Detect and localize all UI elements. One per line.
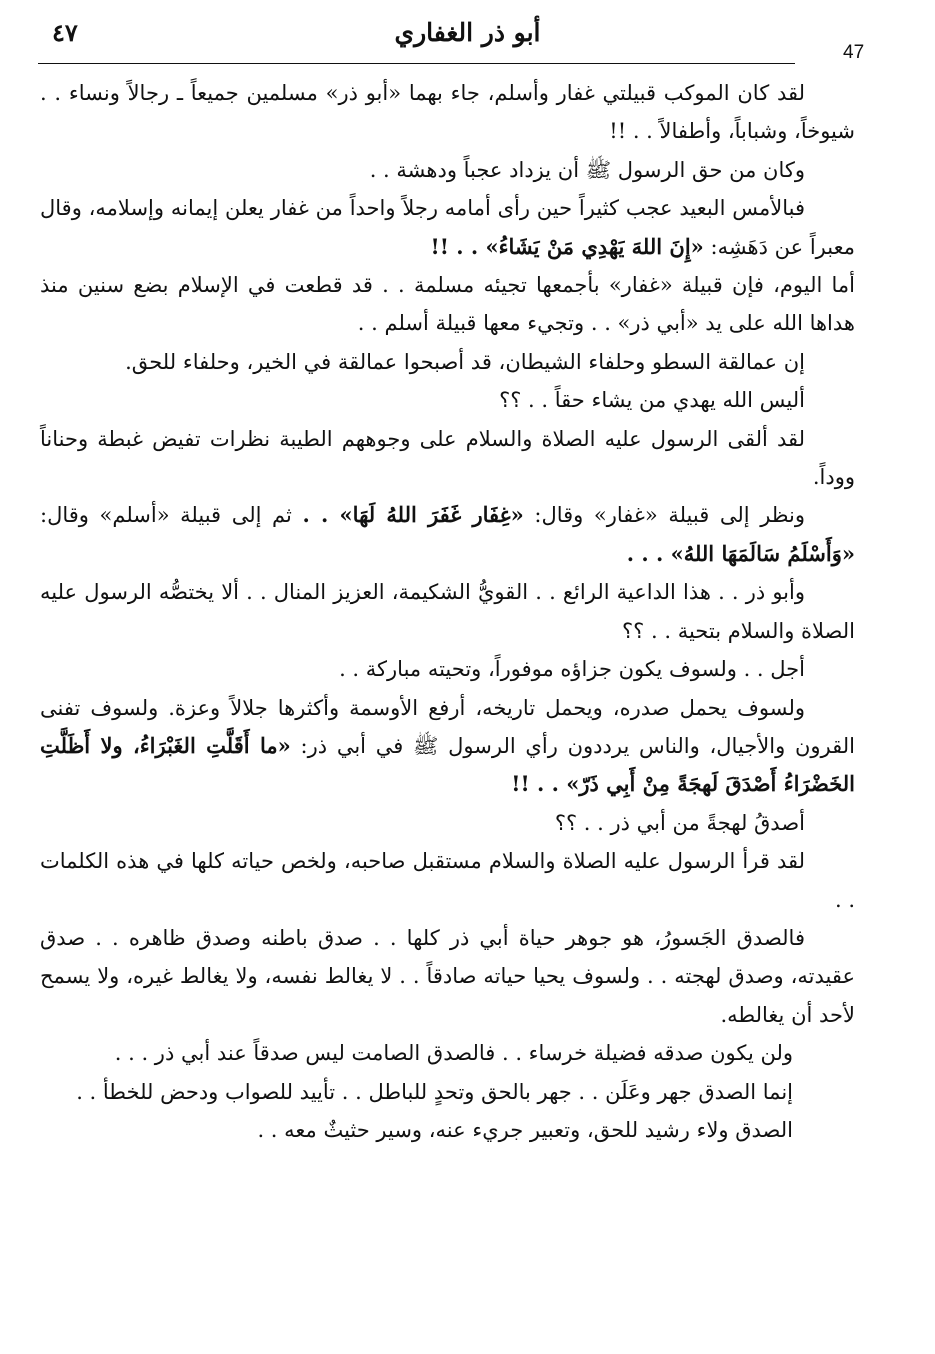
paragraph: الصدق ولاء رشيد للحق، وتعبير جريء عنه، وسير حثيثٌ معه . .	[257, 1117, 793, 1142]
paragraph: لقد ألقى الرسول عليه الصلاة والسلام على وجوههم الطيبة نظرات تفيض غبطة وحناناً ووداً.	[40, 426, 855, 490]
page-number-arabic: ٤٧	[52, 18, 78, 47]
paragraph: أما اليوم، فإن قبيلة «غفار» بأجمعها تجيئه مسلمة . . قد قطعت في الإسلام بضع سنين منذ هداها الله على يد «أبي ذر» . . وتجيء معها قبيلة أسلم . .	[40, 273, 855, 336]
paragraph: وأبو ذر . . هذا الداعية الرائع . . القويُّ الشكيمة، العزيز المنال . . ألا يختصُّه الرسول عليه الصلاة والسلام بتحية . . ؟؟	[40, 580, 855, 643]
body-text	[40, 74, 855, 1149]
header-rule	[38, 63, 795, 64]
paragraph: فالصدق الجَسورُ، هو جوهر حياة أبي ذر كلها . . صدق باطنه وصدق ظاهره . . صدق عقيدته، وصدق لهجته . . ولسوف يحيا حياته صادقاً . . لا يغالط نفسه، ولا يغالط غيره، ولا يسمح لأحد أن يغالطه.	[40, 925, 855, 1027]
running-title: أبو ذر الغفاري	[394, 18, 541, 47]
paragraph: أصدقُ لهجةً من أبي ذر . . ؟؟	[554, 810, 805, 835]
paragraph: وكان من حق الرسول ﷺ أن يزداد عجباً ودهشة . .	[369, 157, 805, 182]
paragraph: لقد كان الموكب قبيلتي غفار وأسلم، جاء بهما «أبو ذر» مسلمين جميعاً ـ رجالاً ونساء . . شيوخاً، وشباباً، وأطفالاً . . !!	[40, 81, 855, 144]
paragraph: ونظر إلى قبيلة «غفار» وقال: «غِفَار غَفَرَ اللهُ لَهَا» . . ثم إلى قبيلة «أسلم» وقال: «وَأَسْلَمُ سَالَمَهَا اللهُ» . . .	[40, 502, 855, 566]
paragraph: ولسوف يحمل صدره، ويحمل تاريخه، أرفع الأوسمة وأكثرها جلالاً وعزة. ولسوف تفنى القرون والأجيال، والناس يرددون رأي الرسول ﷺ في أبي ذر: «ما أَقَلَّتِ الغَبْرَاءُ، ولا أَظَلَّتِ الخَضْرَاءُ أَصْدَقَ لَهجَةً مِنْ أَبِي ذَرّ» . . !!	[40, 695, 855, 797]
paragraph: لقد قرأ الرسول عليه الصلاة والسلام مستقبل صاحبه، ولخص حياته كلها في هذه الكلمات . .	[40, 849, 855, 912]
paragraph: إن عمالقة السطو وحلفاء الشيطان، قد أصبحوا عمالقة في الخير، وحلفاء للحق.	[125, 349, 805, 374]
paragraph: ولن يكون صدقه فضيلة خرساء . . فالصدق الصامت ليس صدقاً عند أبي ذر . . .	[114, 1041, 793, 1066]
page-number-latin: 47	[843, 42, 865, 63]
paragraph: إنما الصدق جهر وعَلَن . . جهر بالحق وتحدٍ للباطل . . تأييد للصواب ودحض للخطأ . .	[76, 1079, 793, 1104]
paragraph: أليس الله يهدي من يشاء حقاً . . ؟؟	[499, 388, 805, 413]
paragraph: أجل . . ولسوف يكون جزاؤه موفوراً، وتحيته مباركة . .	[339, 657, 805, 682]
paragraph: فبالأمس البعيد عجب كثيراً حين رأى أمامه رجلاً واحداً من غفار يعلن إيمانه وإسلامه، وقال معبراً عن دَهَشِه: «إِنَ اللهَ يَهْدِي مَنْ يَشَاءُ» . . !!	[40, 196, 855, 259]
